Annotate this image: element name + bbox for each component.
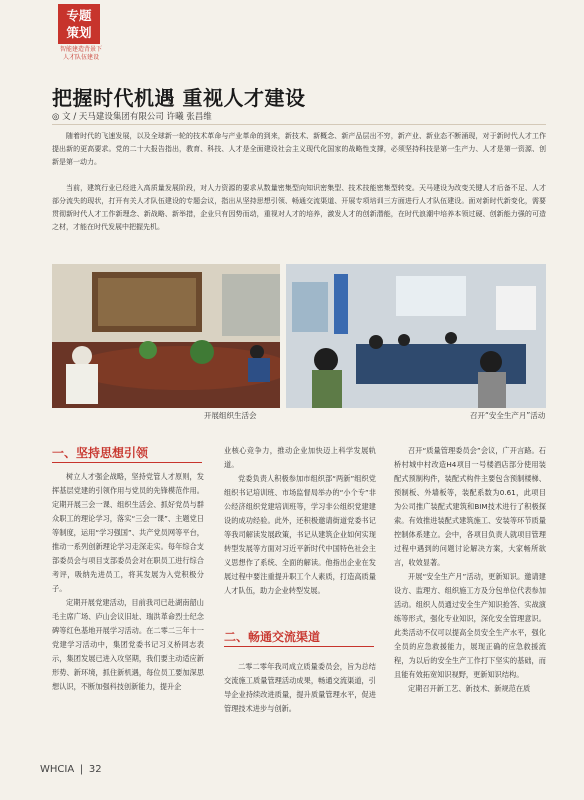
col2-paragraph-2: 党委负责人积极参加市组织部“两新”组织党组织书记培训班、市场监督局举办的“小个专”非公经济组织党建培训班等，学习非公组织党建建设的成功经验。此外，还积极邀请街道党委书记等我司解读发展政策，书记从建筑企业如何实现转型发展等方面对习近平新时代中国特色社会主义思想作了系统、全面的解读。他指出企业在发展过程中要注重提升职工个人素质，打造高质量人才队伍，助力企业转型发展。 — [224, 474, 376, 595]
intro-paragraph-2: 当前，建筑行业已经进入高质量发展阶段，对人力资源的要求从数量密集型向知识密集型、技术技能密集型转变。天马建设为改变关键人才后备不足、人才部分流失的现状，打开有关人才队伍建设的专题会议，指出从坚持思想引领、畅通交流渠道、开展专项培训三方面进行人才队伍建设。面对新时代新变化，需要贯彻新时代人才工作新理念、新战略、新举措，企业只有因势而动，重视对人才的培养，激发人才的创新潜能，在时代浪潮中培养本领过硬、创新能力强的可造之材，才能在时代发展中把握先机。 — [52, 184, 546, 231]
column-1 — [52, 470, 204, 694]
tag-subtitle — [50, 46, 112, 62]
column-2-top — [224, 444, 376, 598]
section-2-underline — [224, 646, 374, 647]
col1-paragraph-2: 定期开展党建活动，目前我司已赴湖南韶山毛主席广场、庐山会议旧址、瑞洪革命烈士纪念碑等红色基地开展学习活动。在二零二三年十一党建学习活动中，集团党委书记习义桥同志表示，集团发展已进入攻坚期，我们要主动适应新形势、新环境，抓住新机遇，每位员工要加深思想认识，不断加强科技创新能力，提升企 — [52, 598, 204, 691]
tag-line-2: 策划 — [66, 25, 92, 40]
col3-paragraph-1: 召开“质量管理委员会”会议，广开言路。石桥村城中村改造H4项目一号楼酒店部分使用装配式预制构件，装配式构件主要包含预制楼梯、预制板、外墙板等，装配系数为0.61，此项目为公司推广装配式建筑和BIM技术进行了积极探索。有效推进装配式建筑施工、安装等环节质量控制体系建立。会中，各项目负责人就项目管理过程中遇到的问题讨论解决方案，大家畅所欲言，收效显著。 — [394, 446, 546, 567]
meeting-room-illustration — [52, 264, 280, 408]
intro-paragraph-1: 随着时代的飞速发展，以及全球新一轮的技术革命与产业革命的到来，新技术、新概念、新产品层出不穷，新产业、新业态不断涌现，对于新时代人才工作提出新的更高要求。党的二十大报告指出，教育、科技、人才是全面建设社会主义现代化国家的战略性支撑，必须坚持科技是第一生产力、人才是第一资源、创新是第一动力。 — [52, 132, 546, 166]
photo-organization-meeting — [52, 264, 280, 408]
col3-paragraph-3: 定期召开新工艺、新技术、新规范在质 — [408, 684, 531, 693]
tag-subtitle-line-1: 智能建造背景下 — [59, 46, 102, 53]
col2-paragraph-1: 业核心竞争力，推动企业加快迈上科学发展轨道。 — [224, 446, 376, 469]
article-title: 把握时代机遇 重视人才建设 — [52, 86, 306, 110]
feature-tag — [58, 4, 100, 44]
caption-right: 召开“安全生产月”活动 — [470, 411, 546, 420]
section-2-title: 二、畅通交流渠道 — [224, 630, 321, 644]
section-1-underline — [52, 462, 202, 463]
column-3 — [394, 444, 546, 696]
tag-subtitle-line-2: 人才队伍建设 — [62, 54, 99, 61]
col2-paragraph-3: 二零二零年我司成立质量委员会，旨为总结交流施工质量管理活动成果，畅通交流渠道，引导企业持续改进质量，提升质量管理水平，促进管理技术进步与创新。 — [224, 662, 376, 713]
photo-safety-month — [286, 264, 546, 408]
col3-paragraph-2: 开展“安全生产月”活动，更新知识。邀请建设方、监理方、组织施工方及分包单位代表参加活动。组织人员通过安全生产知识抢答、实战演练等形式，强化专业知识，深化安全管理意识。此类活动不仅可以提高全员安全生产水平，强化全员的应急救援能力，展现正确的应急救援流程，为以后的安全生产工作打下坚实的基础，而且能有效拓宽知识视野，更新知识结构。 — [394, 572, 546, 679]
article-byline: ◎ 文 / 天马建设集团有限公司 许曦 张昌维 — [52, 112, 212, 122]
column-2-bottom — [224, 660, 376, 716]
col1-paragraph-1: 树立人才强企战略，坚持党管人才原则，发挥基层党建的引领作用与党员的先锋模范作用。定期开展三会一课、组织生活会、抓好党员与群众职工的理论学习，落实“三会一课”、主题党日等制度，运用“学习强国”、共产党员网等平台，推动一系列创新理论学习走深走实。每年综合支部委员会与项目支部委员会对在职员工进行综合考评，吸纳先进员工，将其发展为入党积极分子。 — [52, 472, 204, 593]
page-footer: WHCIA ❘ 32 — [40, 764, 102, 775]
safety-meeting-illustration — [286, 264, 546, 408]
divider — [52, 124, 546, 125]
tag-line-1: 专题 — [66, 8, 92, 23]
section-1-title: 一、坚持思想引领 — [52, 446, 149, 460]
caption-left: 开展组织生活会 — [204, 411, 257, 420]
